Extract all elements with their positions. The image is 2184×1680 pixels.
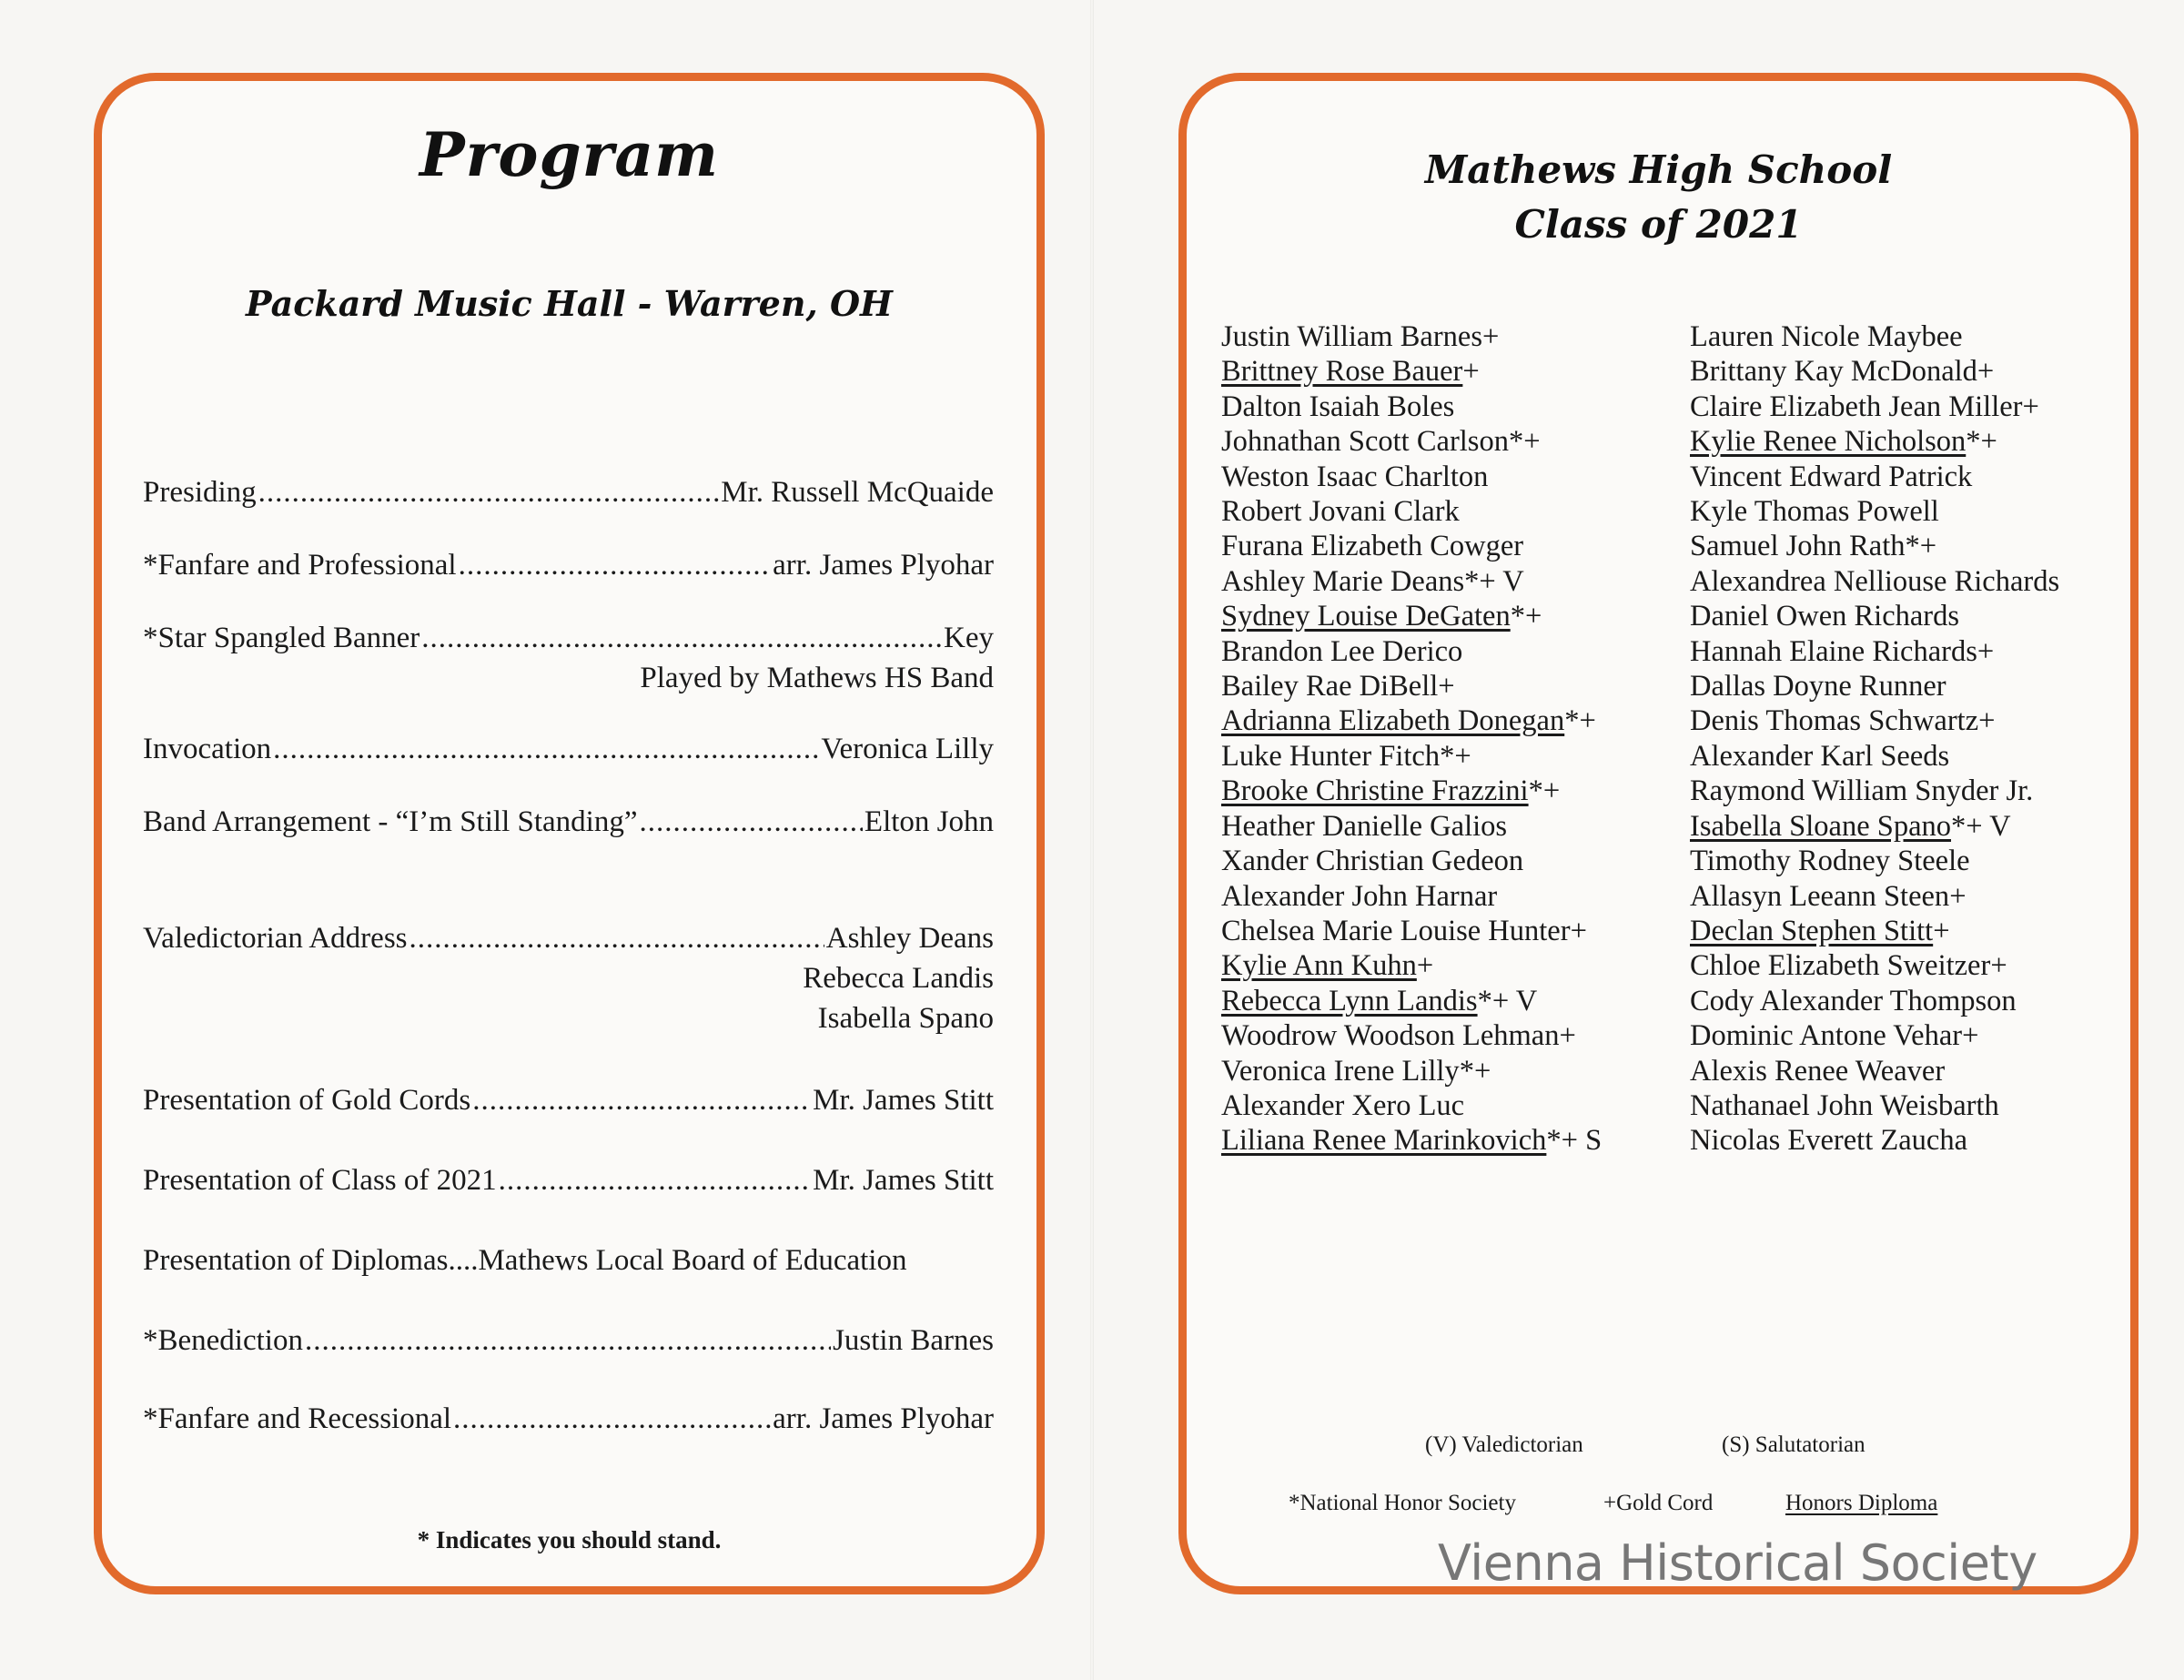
graduate-marks: *+	[1510, 600, 1542, 633]
program-item-fanfare-recessional	[143, 1399, 994, 1439]
graduate-name: Rebecca Lynn Landis	[1221, 984, 1478, 1017]
graduate-marks: +	[1481, 320, 1500, 353]
graduate-row	[1690, 1018, 2059, 1053]
roster-column-2	[1690, 319, 2059, 1159]
graduate-name: Declan Stephen Stitt	[1690, 914, 1934, 947]
program-item-diplomas	[143, 1240, 994, 1280]
graduate-name: Furana Elizabeth Cowger	[1221, 530, 1524, 563]
program-item-subline: Isabella Spano	[817, 1002, 994, 1035]
graduate-row	[1221, 774, 1602, 808]
graduate-row	[1221, 879, 1602, 914]
graduate-marks: *+	[1564, 704, 1596, 738]
graduate-marks: +	[1977, 634, 1995, 668]
program-item-presiding	[143, 472, 994, 512]
graduate-name: Liliana Renee Marinkovich	[1221, 1124, 1547, 1158]
graduate-name: Lauren Nicole Maybee	[1690, 320, 1963, 353]
graduate-marks: +	[1977, 355, 1995, 389]
graduate-row	[1221, 948, 1602, 983]
program-item-value: arr. James Plyohar	[773, 549, 994, 582]
graduate-row	[1690, 739, 2059, 774]
program-title: Program	[420, 119, 719, 190]
graduate-name: Chelsea Marie Louise Hunter	[1221, 914, 1571, 947]
graduate-name: Dallas Doyne Runner	[1690, 670, 1946, 703]
graduate-marks: +	[1416, 949, 1434, 983]
graduate-row	[1690, 948, 2059, 983]
program-item-label: *Star Spangled Banner	[143, 622, 420, 654]
graduate-row	[1221, 914, 1602, 948]
graduate-marks: *+	[1905, 530, 1937, 563]
graduate-row	[1221, 1054, 1602, 1088]
graduate-row	[1690, 354, 2059, 389]
graduate-name: Xander Christian Gedeon	[1221, 845, 1524, 878]
graduate-row	[1690, 1088, 2059, 1123]
graduate-row	[1221, 1018, 1602, 1053]
graduate-row	[1690, 599, 2059, 633]
graduate-name: Weston Isaac Charlton	[1221, 460, 1489, 493]
graduate-row	[1221, 390, 1602, 424]
graduate-row	[1221, 424, 1602, 459]
class-panel	[1178, 73, 2138, 1594]
program-venue: Packard Music Hall - Warren, OH	[246, 283, 893, 324]
graduate-name: Brittany Kay McDonald	[1690, 355, 1977, 389]
graduate-row	[1221, 494, 1602, 529]
program-item-star-spangled-banner	[143, 618, 994, 698]
graduate-name: Kylie Ann Kuhn	[1221, 949, 1417, 983]
graduate-row	[1690, 774, 2059, 808]
graduate-row	[1221, 1123, 1602, 1158]
graduate-row	[1690, 564, 2059, 599]
watermark: Vienna Historical Society	[1438, 1534, 2037, 1592]
program-item-subline: Rebecca Landis	[803, 962, 994, 995]
graduate-row	[1221, 599, 1602, 633]
graduate-row	[1221, 529, 1602, 563]
graduate-name: Kyle Thomas Powell	[1690, 495, 1939, 529]
graduate-row	[1690, 460, 2059, 494]
program-item-label: Invocation	[143, 733, 272, 765]
graduate-name: Nathanael John Weisbarth	[1690, 1088, 1999, 1122]
graduate-name: Dalton Isaiah Boles	[1221, 390, 1455, 423]
graduate-name: Alexandrea Nelliouse Richards	[1690, 564, 2060, 598]
program-item-value: Mr. James Stitt	[813, 1164, 994, 1197]
program-item-value: Veronica Lilly	[821, 733, 994, 765]
graduate-name: Veronica Irene Lilly	[1221, 1054, 1460, 1088]
graduate-marks: +	[1462, 355, 1480, 389]
graduate-row	[1221, 739, 1602, 774]
graduate-row	[1221, 844, 1602, 878]
graduate-name: Brittney Rose Bauer	[1221, 355, 1463, 389]
program-item-label: Presentation of Diplomas....Mathews Local Board of Education	[143, 1244, 907, 1277]
graduate-marks: +	[1933, 914, 1950, 947]
graduate-row	[1690, 844, 2059, 878]
program-item-gold-cords	[143, 1080, 994, 1120]
graduate-name: Daniel Owen Richards	[1690, 600, 1960, 633]
graduate-row	[1690, 634, 2059, 669]
graduate-marks: *+ V	[1477, 984, 1538, 1017]
program-item-value: Mr. James Stitt	[813, 1084, 994, 1117]
program-item-value: Elton John	[864, 805, 994, 838]
graduate-marks: *+ V	[1464, 564, 1524, 598]
page-fold	[1090, 0, 1094, 1680]
graduate-marks: +	[1978, 704, 1996, 738]
graduate-name: Denis Thomas Schwartz	[1690, 704, 1979, 738]
program-item-fanfare-professional	[143, 545, 994, 585]
graduate-row	[1221, 984, 1602, 1018]
graduate-row	[1690, 669, 2059, 703]
graduate-row	[1690, 319, 2059, 354]
graduate-row	[1690, 494, 2059, 529]
graduate-row	[1690, 809, 2059, 844]
graduate-row	[1221, 354, 1602, 389]
graduate-marks: *+ V	[1951, 809, 2011, 843]
graduate-name: Kylie Renee Nicholson	[1690, 425, 1967, 459]
program-item-value: Ashley Deans	[825, 922, 994, 955]
graduate-name: Nicolas Everett Zaucha	[1690, 1124, 1967, 1158]
program-item-benediction	[143, 1321, 994, 1361]
graduate-row	[1221, 1088, 1602, 1123]
program-item-subline: Played by Mathews HS Band	[640, 662, 994, 694]
graduate-row	[1221, 634, 1602, 669]
graduate-name: Brandon Lee Derico	[1221, 634, 1463, 668]
roster-column-1	[1221, 319, 1602, 1159]
graduate-name: Bailey Rae DiBell	[1221, 670, 1439, 703]
graduate-row	[1690, 879, 2059, 914]
legend-salutatorian: (S) Salutatorian	[1722, 1432, 1866, 1457]
program-item-value: Justin Barnes	[833, 1324, 994, 1357]
graduate-name: Ashley Marie Deans	[1221, 564, 1465, 598]
graduate-row	[1690, 390, 2059, 424]
graduate-marks: +	[1990, 949, 2007, 983]
graduate-marks: *+	[1508, 425, 1541, 459]
legend-honors-diploma: Honors Diploma	[1785, 1491, 1938, 1515]
graduate-marks: +	[1962, 1019, 1979, 1053]
program-item-label: *Fanfare and Recessional	[143, 1402, 452, 1435]
graduate-row	[1221, 809, 1602, 844]
program-item-label: Band Arrangement - “I’m Still Standing”	[143, 805, 638, 838]
graduate-row	[1221, 703, 1602, 738]
graduate-row	[1690, 1123, 2059, 1158]
graduate-marks: *+ S	[1546, 1124, 1603, 1158]
program-item-label: *Fanfare and Professional	[143, 549, 457, 582]
graduate-row	[1221, 319, 1602, 354]
graduate-name: Heather Danielle Galios	[1221, 809, 1508, 843]
legend-gold-cord: +Gold Cord	[1603, 1491, 1714, 1515]
graduate-row	[1690, 424, 2059, 459]
graduate-name: Robert Jovani Clark	[1221, 495, 1460, 529]
graduate-name: Raymond William Snyder Jr.	[1690, 774, 2034, 808]
graduate-name: Brooke Christine Frazzini	[1221, 774, 1529, 808]
graduate-marks: +	[2022, 390, 2039, 423]
legend-nhs: *National Honor Society	[1289, 1491, 1516, 1515]
graduate-name: Johnathan Scott Carlson	[1221, 425, 1509, 459]
graduate-name: Chloe Elizabeth Sweitzer	[1690, 949, 1991, 983]
graduate-marks: +	[1438, 670, 1455, 703]
graduate-marks: *+	[1966, 425, 1997, 459]
graduate-name: Timothy Rodney Steele	[1690, 845, 1970, 878]
graduate-name: Vincent Edward Patrick	[1690, 460, 1973, 493]
graduate-name: Isabella Sloane Spano	[1690, 809, 1952, 843]
program-item-value: Key	[944, 622, 994, 654]
graduate-name: Alexis Renee Weaver	[1690, 1054, 1946, 1088]
school-name: Mathews High School	[1424, 147, 1893, 192]
graduate-name: Claire Elizabeth Jean Miller	[1690, 390, 2023, 423]
graduate-row	[1690, 529, 2059, 563]
program-item-invocation	[143, 729, 994, 769]
graduate-name: Sydney Louise DeGaten	[1221, 600, 1511, 633]
graduate-row	[1690, 914, 2059, 948]
graduate-row	[1690, 1054, 2059, 1088]
program-item-value: arr. James Plyohar	[773, 1402, 994, 1435]
program-item-valedictorian-address	[143, 918, 994, 1038]
graduate-row	[1221, 669, 1602, 703]
program-item-band-arrangement	[143, 802, 994, 842]
graduate-marks: *+	[1459, 1054, 1491, 1088]
graduate-row	[1690, 703, 2059, 738]
graduate-name: Allasyn Leeann Steen	[1690, 879, 1950, 913]
program-panel	[94, 73, 1045, 1594]
graduate-name: Alexander Karl Seeds	[1690, 739, 1950, 773]
program-item-value: Mr. Russell McQuaide	[721, 476, 994, 509]
graduate-marks: +	[1949, 879, 1967, 913]
graduate-name: Samuel John Rath	[1690, 530, 1906, 563]
graduate-row	[1221, 460, 1602, 494]
graduate-name: Hannah Elaine Richards	[1690, 634, 1977, 668]
graduate-name: Alexander John Harnar	[1221, 879, 1498, 913]
program-item-label: Presiding	[143, 476, 257, 509]
graduate-name: Dominic Antone Vehar	[1690, 1019, 1963, 1053]
graduate-name: Justin William Barnes	[1221, 320, 1482, 353]
program-item-label: Valedictorian Address	[143, 922, 408, 955]
graduate-name: Luke Hunter Fitch	[1221, 739, 1441, 773]
program-item-label: Presentation of Gold Cords	[143, 1084, 471, 1117]
graduate-marks: *+	[1440, 739, 1471, 773]
graduate-name: Woodrow Woodson Lehman	[1221, 1019, 1560, 1053]
graduate-marks: +	[1570, 914, 1587, 947]
class-title	[1187, 143, 2130, 252]
class-year: Class of 2021	[1514, 202, 1803, 247]
graduate-row	[1690, 984, 2059, 1018]
legend-valedictorian: (V) Valedictorian	[1425, 1432, 1583, 1457]
program-item-label: Presentation of Class of 2021	[143, 1164, 497, 1197]
graduate-row	[1221, 564, 1602, 599]
graduate-name: Cody Alexander Thompson	[1690, 984, 2017, 1017]
graduate-name: Alexander Xero Luc	[1221, 1088, 1465, 1122]
graduate-marks: *+	[1528, 774, 1561, 808]
stand-note: * Indicates you should stand.	[417, 1526, 722, 1553]
graduate-name: Adrianna Elizabeth Donegan	[1221, 704, 1565, 738]
program-item-class-presentation	[143, 1160, 994, 1200]
program-item-label: *Benediction	[143, 1324, 303, 1357]
graduate-marks: +	[1559, 1019, 1576, 1053]
